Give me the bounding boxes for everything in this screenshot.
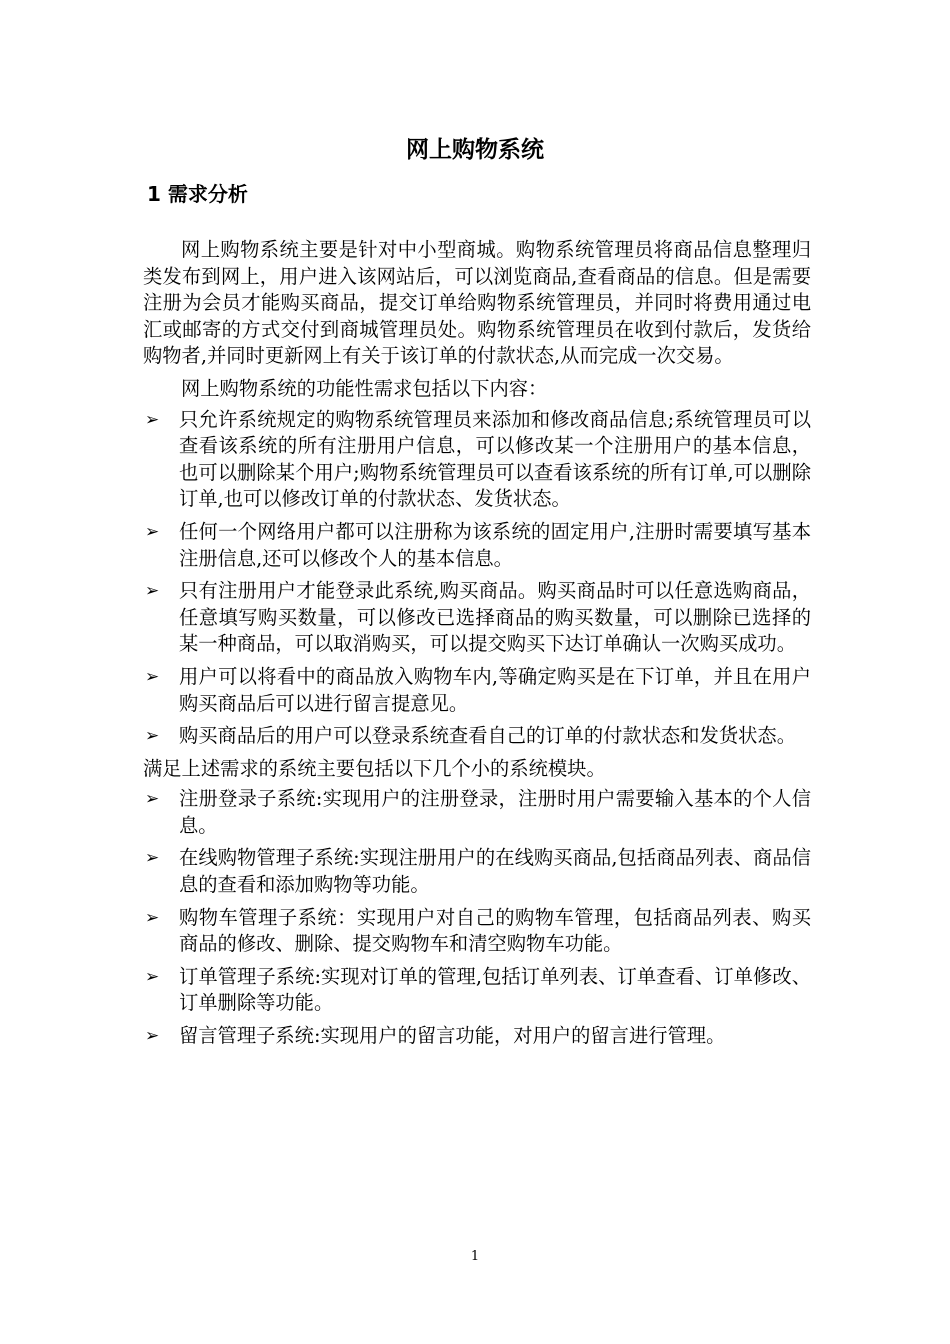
requirement-text: 任何一个网络用户都可以注册称为该系统的固定用户,注册时需要填写基本注册信息,还可以修改个人的基本信息。 (179, 519, 811, 570)
document-body (143, 237, 811, 1056)
requirement-text: 用户可以将看中的商品放入购物车内,等确定购买是在下订单，并且在用户购买商品后可以进行留言提意见。 (179, 664, 811, 715)
page-number: 1 (470, 1249, 480, 1264)
section-heading: 1 需求分析 (147, 182, 248, 206)
requirement-text: 只有注册用户才能登录此系统,购买商品。购买商品时可以任意选购商品，任意填写购买数量，可以修改已选择商品的购买数量，可以删除已选择的某一种商品，可以取消购买，可以提交购买下达订单确认一次购买成功。 (179, 579, 811, 656)
arrow-bullet-icon: ➢ (145, 966, 160, 987)
module-item (143, 905, 811, 958)
arrow-bullet-icon: ➢ (145, 907, 160, 928)
arrow-bullet-icon: ➢ (145, 1026, 160, 1047)
module-text: 购物车管理子系统：实现用户对自己的购物车管理，包括商品列表、购买商品的修改、删除、提交购物车和清空购物车功能。 (179, 905, 811, 956)
requirement-item (143, 664, 811, 717)
module-item (143, 964, 811, 1017)
arrow-bullet-icon: ➢ (145, 409, 160, 430)
arrow-bullet-icon: ➢ (145, 521, 160, 542)
requirement-text: 购买商品后的用户可以登录系统查看自己的订单的付款状态和发货状态。 (179, 724, 796, 748)
requirement-item (143, 578, 811, 658)
arrow-bullet-icon: ➢ (145, 848, 160, 869)
module-item (143, 1023, 811, 1050)
requirements-intro: 网上购物系统的功能性需求包括以下内容： (181, 376, 548, 400)
module-text: 注册登录子系统:实现用户的注册登录，注册时用户需要输入基本的个人信息。 (179, 787, 811, 837)
document-title: 网上购物系统 (406, 137, 544, 163)
requirement-item (143, 407, 811, 513)
requirements-list (143, 407, 811, 750)
intro-paragraph: 网上购物系统主要是针对中小型商城。购物系统管理员将商品信息整理归类发布到网上，用户进入该网站后，可以浏览商品,查看商品的信息。但是需要注册为会员才能购买商品，提交订单给购物系统管理员，并同时将费用通过电汇或邮寄的方式交付到商城管理员处。购物系统管理员在收到付款后，发货给购物者,并同时更新网上有关于该订单的付款状态,从而完成一次交易。 (143, 238, 811, 368)
module-text: 留言管理子系统:实现用户的留言功能，对用户的留言进行管理。 (179, 1024, 726, 1048)
modules-list (143, 786, 811, 1049)
requirement-item (143, 723, 811, 750)
module-text: 订单管理子系统:实现对订单的管理,包括订单列表、订单查看、订单修改、订单删除等功能。 (179, 964, 811, 1015)
module-item (143, 786, 811, 839)
module-item (143, 845, 811, 898)
module-text: 在线购物管理子系统:实现注册用户的在线购买商品,包括商品列表、商品信息的查看和添加购物等功能。 (179, 846, 811, 897)
modules-intro: 满足上述需求的系统主要包括以下几个小的系统模块。 (143, 756, 606, 780)
arrow-bullet-icon: ➢ (145, 789, 160, 810)
arrow-bullet-icon: ➢ (145, 726, 160, 747)
requirement-item (143, 519, 811, 572)
arrow-bullet-icon: ➢ (145, 581, 160, 602)
arrow-bullet-icon: ➢ (145, 666, 160, 687)
requirement-text: 只允许系统规定的购物系统管理员来添加和修改商品信息;系统管理员可以查看该系统的所有注册用户信息，可以修改某一个注册用户的基本信息，也可以删除某个用户;购物系统管理员可以查看该系统的所有订单,可以删除订单,也可以修改订单的付款状态、发货状态。 (179, 407, 811, 511)
